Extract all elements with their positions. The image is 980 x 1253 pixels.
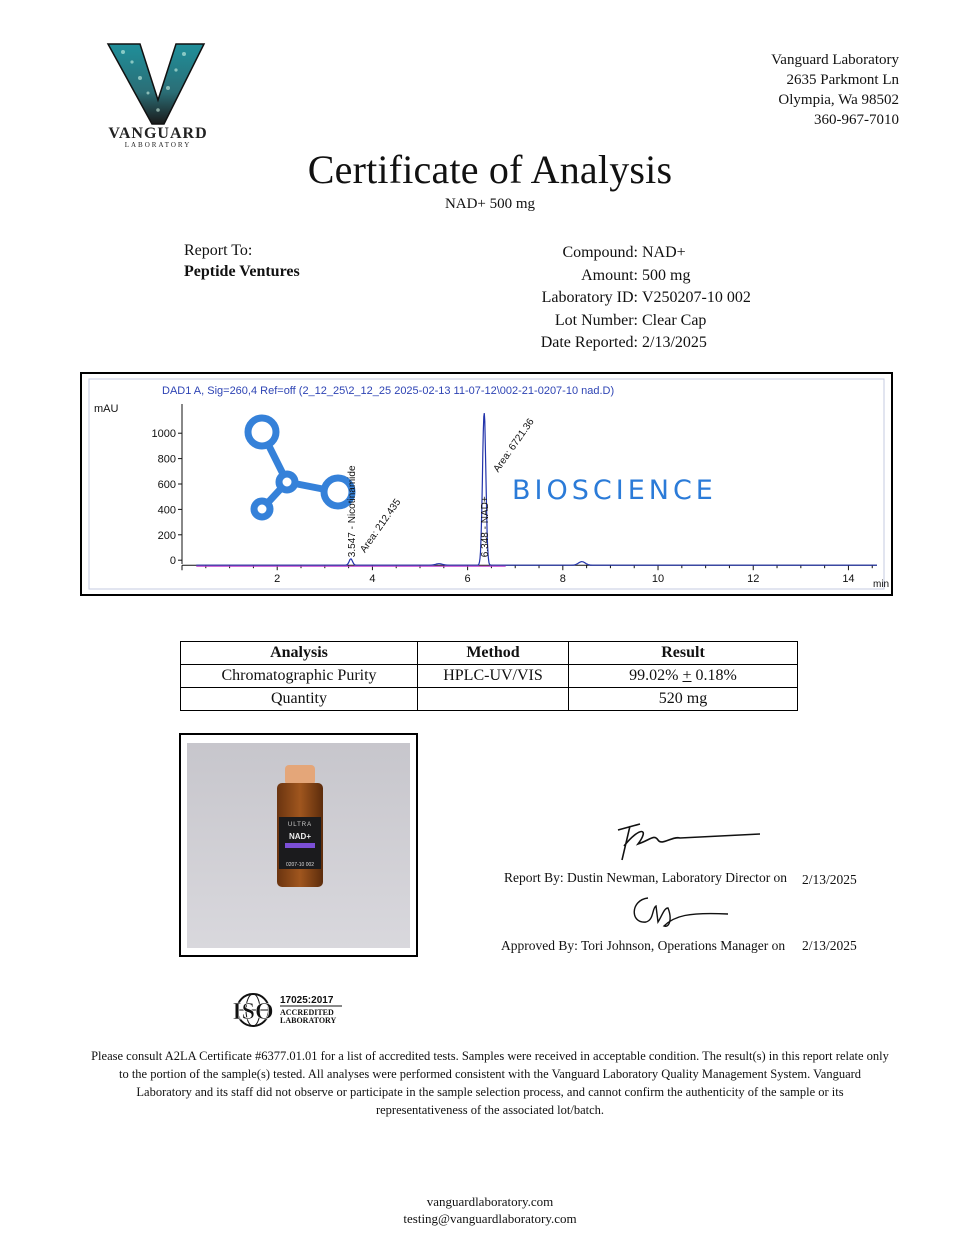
- peak-label: 6.348 - NAD+: [480, 496, 492, 558]
- chromatogram-plot: [82, 374, 891, 594]
- table-row: [181, 688, 798, 711]
- lab-city: Olympia, Wa 98502: [778, 92, 899, 108]
- logo-subtitle: LABORATORY: [124, 141, 192, 149]
- product-photo: [179, 733, 418, 957]
- bioscience-watermark: BIOSCIENCE: [512, 475, 717, 506]
- report-by-text: Report By: Dustin Newman, Laboratory Director on: [504, 870, 788, 885]
- detail-row-date: [420, 332, 751, 355]
- detail-value: 500 mg: [642, 266, 691, 284]
- cell-result: 520 mg: [569, 688, 798, 711]
- detail-value: 2/13/2025: [642, 334, 707, 351]
- detail-key: Laboratory ID:: [541, 289, 638, 306]
- report-to-label: Report To:: [184, 242, 253, 259]
- peak-area-label: Area: 212.435: [358, 497, 404, 555]
- detail-row-lot: [420, 310, 751, 333]
- document-subtitle: NAD+ 500 mg: [444, 196, 536, 212]
- y-tick-label: 1000: [151, 428, 176, 441]
- vial-brand: ULTRA: [287, 822, 313, 828]
- detail-row-amount: [420, 265, 751, 288]
- cell-result: [569, 665, 798, 688]
- vial-product: NAD+: [288, 832, 312, 841]
- report-to-name: Peptide Ventures: [184, 263, 300, 280]
- iso-accredited: ACCREDITED: [280, 1008, 334, 1017]
- cell-method: [418, 688, 569, 711]
- x-tick-label: 14: [842, 573, 855, 586]
- vial-lot: 0207-10 002: [285, 862, 315, 868]
- signature-dustin-newman: [610, 816, 770, 866]
- header-analysis: Analysis: [181, 642, 418, 665]
- footer-email: testing@vanguardlaboratory.com: [403, 1211, 577, 1226]
- detail-key: Lot Number:: [554, 311, 638, 329]
- x-tick-label: 8: [559, 573, 566, 586]
- cell-analysis: Chromatographic Purity: [181, 665, 418, 688]
- y-tick-label: 800: [157, 453, 176, 466]
- approved-by-date: 2/13/2025: [802, 938, 857, 953]
- iso-laboratory: LABORATORY: [280, 1016, 337, 1025]
- detail-row-lab-id: [420, 287, 751, 310]
- detail-key: Amount:: [581, 266, 638, 284]
- y-tick-label: 200: [157, 529, 176, 542]
- chart-title: DAD1 A, Sig=260,4 Ref=off (2_12_25\2_12_25 2025-02-13 11-07-12\002-21-0207-10 nad.D): [162, 385, 615, 397]
- y-tick-label: 0: [169, 555, 176, 568]
- iso-standard: 17025:2017: [280, 995, 334, 1006]
- signature-tori-johnson: [628, 890, 738, 930]
- x-tick-label: 2: [274, 573, 281, 586]
- detail-row-compound: [420, 242, 751, 265]
- lab-name: Vanguard Laboratory: [771, 52, 899, 68]
- x-tick-label: 12: [747, 573, 760, 586]
- lab-street: 2635 Parkmont Ln: [786, 72, 899, 88]
- header-result: Result: [569, 642, 798, 665]
- disclaimer: Please consult A2LA Certificate #6377.01.01 for a list of accredited tests. Samples were received in acceptable condition. The result(s) in this report relate only to the portion of the sample(s) tested. All analyses were performed consistent with the Vanguard Laboratory Quality Management System. Vanguard Laboratory and its staff did not observe or participate in the sample selection process, and cannot confirm the authenticity of the sample or its representativeness of the associated lot/batch.: [91, 1049, 889, 1117]
- sample-details: [420, 242, 751, 355]
- document-title: Certificate of Analysis: [307, 147, 673, 192]
- detail-value: V250207-10 002: [642, 289, 751, 306]
- detail-key: Date Reported:: [540, 334, 638, 351]
- molecule-icon: [248, 418, 352, 517]
- x-axis-label: min: [873, 579, 890, 590]
- footer-website: vanguardlaboratory.com: [426, 1194, 554, 1209]
- purity-result: 99.02% + 0.18%: [629, 667, 737, 684]
- report-by-date: 2/13/2025: [802, 872, 857, 887]
- vial-label-stripe: [285, 843, 315, 848]
- chromatogram: [80, 372, 893, 596]
- iso-accreditation-badge: [230, 990, 350, 1030]
- results-table: [180, 641, 798, 711]
- x-tick-label: 4: [369, 573, 376, 586]
- detail-key: Compound:: [562, 244, 638, 261]
- x-tick-label: 10: [651, 573, 665, 586]
- vanguard-logo: [88, 38, 228, 150]
- logo-wordmark: VANGUARD: [108, 125, 208, 142]
- x-tick-label: 6: [464, 573, 471, 586]
- vial-cap: [285, 765, 315, 785]
- y-axis-label: mAU: [94, 403, 119, 415]
- detail-value: Clear Cap: [642, 311, 707, 329]
- detail-value: NAD+: [642, 244, 686, 261]
- cell-method: HPLC-UV/VIS: [418, 665, 569, 688]
- y-tick-label: 600: [157, 479, 176, 491]
- y-tick-label: 400: [157, 504, 176, 517]
- iso-mark: ISO: [232, 999, 274, 1025]
- table-header-row: [181, 642, 798, 665]
- cell-analysis: Quantity: [181, 688, 418, 711]
- table-row: [181, 665, 798, 688]
- approved-by-text: Approved By: Tori Johnson, Operations Manager on: [501, 938, 786, 953]
- peak-area-label: Area: 6721.36: [491, 416, 537, 475]
- lab-address: [771, 50, 899, 130]
- peak-label: 3.547 - Nicotinamide: [346, 465, 358, 558]
- header-method: Method: [418, 642, 569, 665]
- lab-phone: 360-967-7010: [814, 112, 899, 128]
